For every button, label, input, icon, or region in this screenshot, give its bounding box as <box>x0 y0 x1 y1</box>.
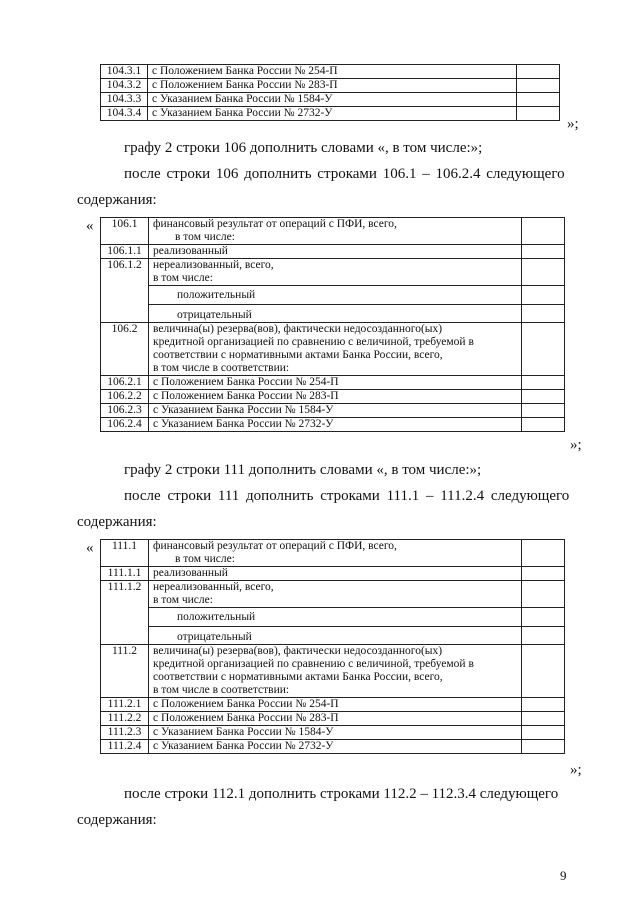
table-row <box>101 698 565 712</box>
value-cell <box>522 390 565 404</box>
value-cell <box>522 404 565 418</box>
row-text: положительный <box>149 286 522 305</box>
table-row <box>101 540 565 567</box>
close-quote: »; <box>570 437 582 453</box>
row-code: 104.3.1 <box>101 65 148 79</box>
row-text: с Указанием Банка России № 2732-У <box>149 418 522 432</box>
row-text: с Указанием Банка России № 2732-У <box>149 740 522 754</box>
row-text-line: финансовый результат от операций с ПФИ, всего, <box>153 218 397 230</box>
paragraph-106-add-line2: содержания: <box>77 192 157 208</box>
row-code: 111.1.1 <box>101 567 149 581</box>
row-text: с Положением Банка России № 283-П <box>149 712 522 726</box>
table-row <box>101 404 565 418</box>
close-quote: »; <box>567 116 579 132</box>
row-text-line: в том числе: <box>153 272 213 284</box>
row-text-line: кредитной организацией по сравнению с величиной, требуемой в <box>153 336 474 348</box>
row-code: 111.1 <box>101 540 149 567</box>
table-row <box>101 286 565 305</box>
value-cell <box>522 698 565 712</box>
open-quote: « <box>86 540 94 556</box>
table-row <box>101 581 565 608</box>
paragraph-112-add-line1: после строки 112.1 дополнить строками 112.2 – 112.3.4 следующего <box>124 786 559 802</box>
table-row <box>101 627 565 645</box>
table-row <box>101 259 565 286</box>
row-text-line: соответствии с нормативными актами Банка России, всего, <box>153 349 443 361</box>
row-text: отрицательный <box>149 627 522 645</box>
paragraph-112-add-line2: содержания: <box>77 812 157 828</box>
row-text: с Положением Банка России № 254-П <box>149 698 522 712</box>
row-text <box>149 645 522 698</box>
row-text-line: величина(ы) резерва(вов), фактически недосозданного(ых) <box>153 323 443 335</box>
row-code: 106.1.2 <box>101 259 149 323</box>
row-text: реализованный <box>149 567 522 581</box>
table-111 <box>100 539 565 754</box>
value-cell <box>522 740 565 754</box>
paragraph-106-amend: графу 2 строки 106 дополнить словами «, в том числе:»; <box>124 140 483 156</box>
row-text-line: кредитной организацией по сравнению с величиной, требуемой в <box>153 658 474 670</box>
value-cell <box>522 712 565 726</box>
table-row <box>101 65 560 79</box>
table-row <box>101 218 565 245</box>
row-text-line: в том числе: <box>175 553 235 565</box>
value-cell <box>522 581 565 608</box>
table-row <box>101 107 560 121</box>
table-row <box>101 93 560 107</box>
value-cell <box>517 79 560 93</box>
row-text <box>149 323 522 376</box>
table-row <box>101 418 565 432</box>
table-row <box>101 645 565 698</box>
table-row <box>101 323 565 376</box>
row-code: 104.3.3 <box>101 93 148 107</box>
value-cell <box>522 218 565 245</box>
value-cell <box>522 645 565 698</box>
row-text-line: величина(ы) резерва(вов), фактически недосозданного(ых) <box>153 645 443 657</box>
row-text-line: в том числе в соответствии: <box>153 362 290 374</box>
open-quote: « <box>86 218 94 234</box>
row-text: с Указанием Банка России № 2732-У <box>148 107 517 121</box>
row-text: с Положением Банка России № 283-П <box>149 390 522 404</box>
row-text-line: соответствии с нормативными актами Банка России, всего, <box>153 671 443 683</box>
value-cell <box>522 608 565 627</box>
value-cell <box>522 259 565 286</box>
row-text <box>149 218 522 245</box>
row-text-line: финансовый результат от операций с ПФИ, всего, <box>153 540 397 552</box>
row-code: 106.1.1 <box>101 245 149 259</box>
row-text: с Указанием Банка России № 1584-У <box>149 726 522 740</box>
paragraph-111-add-line1: после строки 111 дополнить строками 111.1 – 111.2.4 следующего <box>124 488 570 504</box>
value-cell <box>522 305 565 323</box>
row-text-line: в том числе в соответствии: <box>153 684 290 696</box>
row-text <box>149 540 522 567</box>
row-code: 111.2.1 <box>101 698 149 712</box>
table-row <box>101 740 565 754</box>
row-text <box>149 259 522 286</box>
value-cell <box>522 627 565 645</box>
row-text: с Указанием Банка России № 1584-У <box>148 93 517 107</box>
table-row <box>101 79 560 93</box>
value-cell <box>522 540 565 567</box>
row-text: отрицательный <box>149 305 522 323</box>
row-code: 106.2.2 <box>101 390 149 404</box>
row-text: с Указанием Банка России № 1584-У <box>149 404 522 418</box>
row-text <box>149 581 522 608</box>
row-code: 111.2.4 <box>101 740 149 754</box>
row-text: с Положением Банка России № 283-П <box>148 79 517 93</box>
table-row <box>101 712 565 726</box>
table-row <box>101 726 565 740</box>
value-cell <box>517 93 560 107</box>
value-cell <box>522 323 565 376</box>
row-text: положительный <box>149 608 522 627</box>
row-code: 111.2.2 <box>101 712 149 726</box>
table-106 <box>100 217 565 432</box>
row-code: 104.3.2 <box>101 79 148 93</box>
row-text: с Положением Банка России № 254-П <box>149 376 522 390</box>
row-text-line: нереализованный, всего, <box>153 259 274 271</box>
paragraph-111-amend: графу 2 строки 111 дополнить словами «, в том числе:»; <box>124 462 482 478</box>
row-code: 106.2 <box>101 323 149 376</box>
row-text: с Положением Банка России № 254-П <box>148 65 517 79</box>
row-text-line: в том числе: <box>175 231 235 243</box>
table-row <box>101 390 565 404</box>
value-cell <box>522 726 565 740</box>
value-cell <box>522 286 565 305</box>
row-code: 111.2.3 <box>101 726 149 740</box>
table-row <box>101 608 565 627</box>
close-quote: »; <box>570 762 582 778</box>
table-row <box>101 305 565 323</box>
value-cell <box>522 567 565 581</box>
table-row <box>101 567 565 581</box>
row-code: 111.2 <box>101 645 149 698</box>
row-code: 106.2.1 <box>101 376 149 390</box>
value-cell <box>522 376 565 390</box>
page-number: 9 <box>560 868 567 883</box>
row-code: 106.2.4 <box>101 418 149 432</box>
table-row <box>101 376 565 390</box>
table-104-3 <box>100 64 560 121</box>
table-row <box>101 245 565 259</box>
value-cell <box>522 418 565 432</box>
paragraph-106-add-line1: после строки 106 дополнить строками 106.1 – 106.2.4 следующего <box>124 166 565 182</box>
row-text-line: нереализованный, всего, <box>153 581 274 593</box>
row-code: 111.1.2 <box>101 581 149 645</box>
value-cell <box>522 245 565 259</box>
row-code: 104.3.4 <box>101 107 148 121</box>
row-text: реализованный <box>149 245 522 259</box>
row-text-line: в том числе: <box>153 594 213 606</box>
row-code: 106.2.3 <box>101 404 149 418</box>
row-code: 106.1 <box>101 218 149 245</box>
value-cell <box>517 107 560 121</box>
paragraph-111-add-line2: содержания: <box>77 514 157 530</box>
value-cell <box>517 65 560 79</box>
